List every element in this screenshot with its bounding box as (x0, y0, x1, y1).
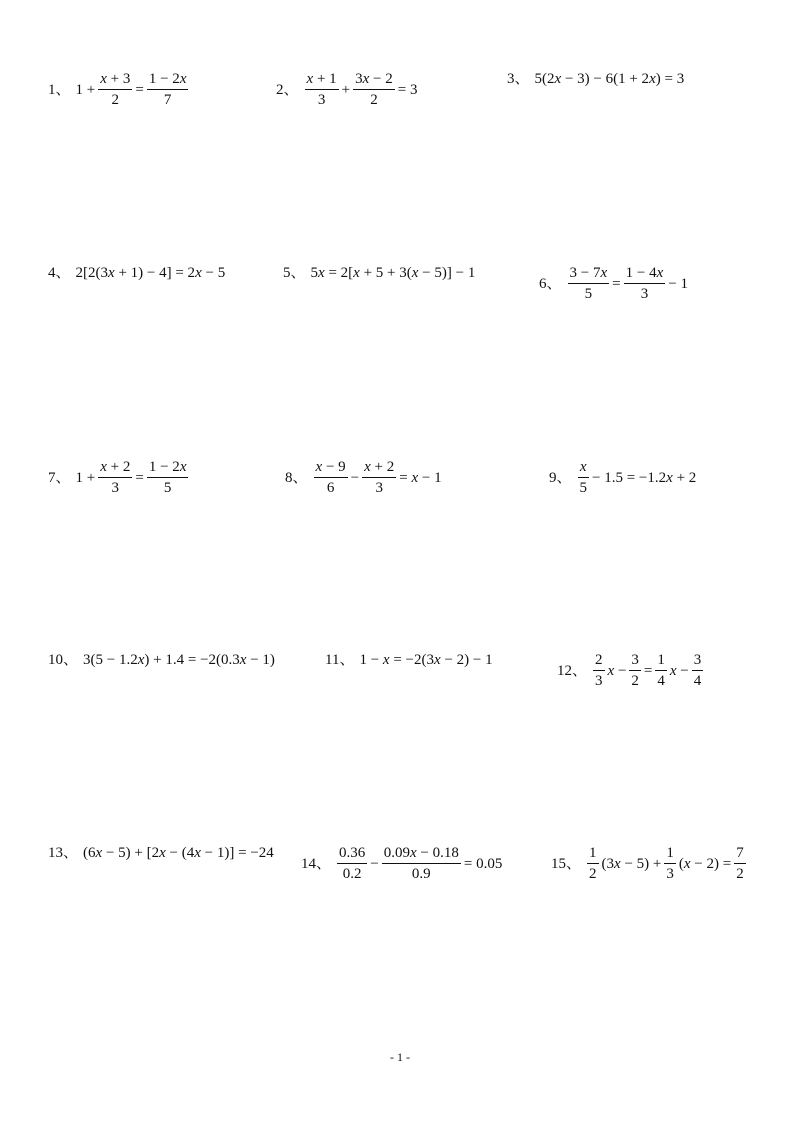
problem-number: 4、 (48, 265, 71, 281)
equation (566, 266, 689, 302)
equation (75, 72, 191, 108)
fraction-numerator: 1 − 2x (147, 460, 189, 478)
fraction-numerator: 1 − 4x (624, 266, 666, 284)
problem-number: 13、 (48, 845, 79, 861)
fraction (629, 653, 641, 689)
equation-term: + (341, 81, 351, 98)
fraction (353, 72, 395, 108)
problem-number: 15、 (551, 855, 582, 872)
problem-number: 14、 (301, 855, 332, 872)
equation-term: = (612, 275, 621, 292)
problem-3 (507, 72, 685, 87)
equation (591, 653, 705, 689)
fraction-numerator: 3 (692, 653, 704, 671)
fraction (692, 653, 704, 689)
problem-number: 10、 (48, 652, 79, 668)
problem-number: 7、 (48, 469, 71, 486)
problem-number: 11、 (325, 652, 355, 668)
fraction (305, 72, 339, 108)
problem-8 (285, 460, 443, 496)
problem-2 (276, 72, 418, 108)
fraction-numerator: 1 − 2x (147, 72, 189, 90)
fraction-denominator: 3 (640, 286, 649, 302)
fraction-numerator: 0.36 (337, 846, 367, 864)
equation-term: = (135, 469, 144, 486)
equation-term: = 0.05 (463, 855, 503, 872)
problem-9 (549, 460, 697, 496)
problem-13 (48, 846, 275, 861)
fraction-denominator: 5 (579, 480, 588, 496)
problem-number: 8、 (285, 469, 308, 486)
fraction-denominator: 7 (163, 92, 172, 108)
fraction-numerator: 3 (629, 653, 641, 671)
fraction-numerator: 3x − 2 (353, 72, 395, 90)
problem-10 (48, 653, 276, 668)
problem-12 (557, 653, 705, 689)
fraction (568, 266, 610, 302)
equation (585, 846, 748, 882)
equation-term: x − (669, 662, 689, 679)
page-number: - 1 - (390, 1050, 410, 1064)
equation-term: 5x = 2[x + 5 + 3(x − 5)] − 1 (310, 265, 476, 281)
fraction-numerator: x + 2 (98, 460, 132, 478)
fraction (624, 266, 666, 302)
equation (75, 460, 191, 496)
equation-term: − (370, 855, 379, 872)
fraction-numerator: 1 (655, 653, 667, 671)
fraction-numerator: 2 (593, 653, 605, 671)
equation-term: = (643, 662, 653, 679)
fraction-denominator: 3 (317, 92, 326, 108)
problem-15 (551, 846, 748, 882)
fraction-denominator: 2 (111, 92, 120, 108)
fraction (362, 460, 396, 496)
fraction (578, 460, 590, 496)
fraction-denominator: 0.9 (411, 866, 431, 882)
fraction (734, 846, 746, 882)
equation (335, 846, 503, 882)
fraction-denominator: 5 (163, 480, 172, 496)
equation-term: 2[2(3x + 1) − 4] = 2x − 5 (75, 265, 226, 281)
fraction-denominator: 3 (666, 866, 674, 882)
equation (82, 846, 275, 861)
fraction-numerator: x + 2 (362, 460, 396, 478)
fraction-numerator: x + 1 (305, 72, 339, 90)
fraction-denominator: 3 (595, 673, 603, 689)
fraction (382, 846, 461, 882)
fraction (147, 460, 189, 496)
problem-number: 3、 (507, 71, 530, 87)
equation (576, 460, 698, 496)
problem-11 (325, 653, 494, 668)
fraction (593, 653, 605, 689)
equation (75, 266, 227, 281)
equation (82, 653, 276, 668)
fraction-numerator: 7 (734, 846, 746, 864)
fraction-numerator: x (578, 460, 589, 478)
equation-term: 1 + (75, 469, 96, 486)
fraction-numerator: x + 3 (98, 72, 132, 90)
problem-1 (48, 72, 190, 108)
problem-5 (283, 266, 476, 281)
equation-term: 1 + (75, 81, 96, 98)
fraction-denominator: 2 (589, 866, 597, 882)
problem-14 (301, 846, 503, 882)
fraction-numerator: 1 (664, 846, 676, 864)
problem-number: 6、 (539, 275, 562, 292)
fraction (655, 653, 667, 689)
equation (534, 72, 686, 87)
fraction (147, 72, 189, 108)
fraction (337, 846, 367, 882)
fraction-numerator: 0.09x − 0.18 (382, 846, 461, 864)
equation (312, 460, 443, 496)
equation (358, 653, 493, 668)
equation-term: (x − 2) = (678, 855, 732, 872)
equation-term: 5(2x − 3) − 6(1 + 2x) = 3 (534, 71, 685, 87)
equation-term: = 3 (397, 81, 418, 98)
problem-number: 12、 (557, 662, 588, 679)
problem-number: 5、 (283, 265, 306, 281)
fraction (664, 846, 676, 882)
fraction (98, 460, 132, 496)
fraction-denominator: 2 (631, 673, 639, 689)
fraction-denominator: 0.2 (342, 866, 362, 882)
fraction (98, 72, 132, 108)
equation-term: − (350, 469, 360, 486)
fraction-denominator: 4 (693, 673, 702, 689)
problem-number: 9、 (549, 469, 572, 486)
problem-7 (48, 460, 190, 496)
problem-4 (48, 266, 226, 281)
equation-term: = (135, 81, 144, 98)
equation-term: 3(5 − 1.2x) + 1.4 = −2(0.3x − 1) (83, 652, 275, 668)
fraction-numerator: 1 (587, 846, 599, 864)
fraction-denominator: 4 (657, 673, 665, 689)
fraction-denominator: 2 (736, 866, 744, 882)
equation-term: 1 − x = −2(3x − 2) − 1 (359, 652, 493, 668)
equation (310, 266, 477, 281)
fraction-denominator: 3 (111, 480, 120, 496)
problem-6 (539, 266, 689, 302)
problem-number: 1、 (48, 81, 71, 98)
equation-term: (3x − 5) + (601, 855, 662, 872)
equation (303, 72, 419, 108)
equation-term: − 1 (668, 275, 688, 292)
fraction-denominator: 2 (370, 92, 378, 108)
fraction-denominator: 3 (375, 480, 383, 496)
fraction-denominator: 6 (326, 480, 335, 496)
equation-term: = x − 1 (399, 469, 442, 486)
problem-number: 2、 (276, 81, 299, 98)
equation-term: (6x − 5) + [2x − (4x − 1)] = −24 (83, 845, 274, 861)
fraction (314, 460, 348, 496)
fraction-numerator: 3 − 7x (568, 266, 610, 284)
fraction (587, 846, 599, 882)
fraction-denominator: 5 (584, 286, 593, 302)
equation-term: − 1.5 = −1.2x + 2 (592, 469, 697, 486)
fraction-numerator: x − 9 (314, 460, 348, 478)
equation-term: x − (607, 662, 627, 679)
